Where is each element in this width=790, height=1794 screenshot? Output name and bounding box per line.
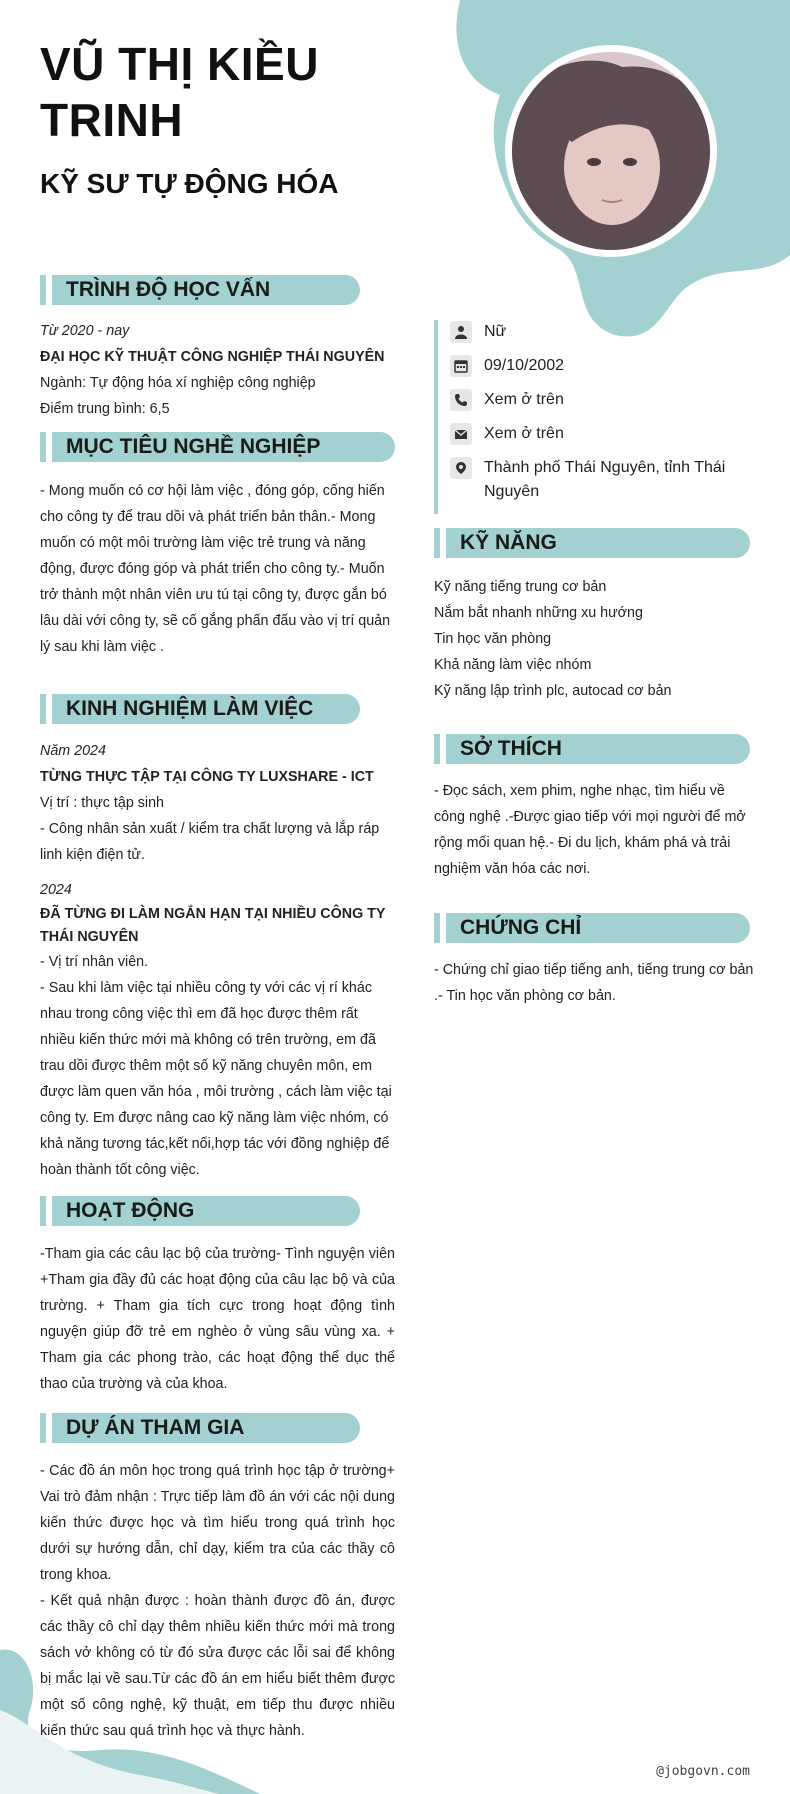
skill-item: Kỹ năng tiếng trung cơ bản bbox=[434, 579, 607, 595]
education-period: Từ 2020 - nay bbox=[40, 323, 130, 339]
experience-item-1 bbox=[40, 738, 395, 868]
contact-birthday bbox=[450, 354, 754, 378]
hobbies-heading bbox=[434, 734, 750, 764]
education-heading-label: TRÌNH ĐỘ HỌC VẤN bbox=[66, 278, 271, 301]
experience-period: 2024 bbox=[40, 882, 72, 898]
contact-phone bbox=[450, 388, 754, 412]
education-heading bbox=[40, 275, 360, 305]
experience-line: - Vị trí nhân viên. bbox=[40, 954, 149, 970]
experience-heading bbox=[40, 694, 360, 724]
experience-line: - Công nhân sản xuất / kiểm tra chất lượng và lắp ráp linh kiện điện tử. bbox=[40, 821, 380, 863]
skills-list bbox=[434, 574, 764, 704]
person-icon bbox=[450, 321, 472, 343]
education-block bbox=[40, 318, 395, 422]
education-school: ĐẠI HỌC KỸ THUẬT CÔNG NGHIỆP THÁI NGUYÊN bbox=[40, 349, 385, 365]
skills-heading-label: KỸ NĂNG bbox=[460, 531, 557, 554]
watermark: @jobgovn.com bbox=[656, 1764, 750, 1779]
full-name: VŨ THỊ KIỀU TRINH bbox=[40, 38, 319, 146]
phone-icon bbox=[450, 389, 472, 411]
avatar bbox=[512, 52, 710, 250]
experience-period: Năm 2024 bbox=[40, 743, 106, 759]
objective-heading-label: MỤC TIÊU NGHỀ NGHIỆP bbox=[66, 435, 321, 458]
location-icon bbox=[450, 457, 472, 479]
skills-heading bbox=[434, 528, 750, 558]
contact-value: Xem ở trên bbox=[484, 391, 564, 408]
hobbies-text: - Đọc sách, xem phim, nghe nhạc, tìm hiểu về công nghệ .-Được giao tiếp với mọi người để mở rộng mối quan hệ.- Đi du lịch, khám phá và trải nghiệm văn hóa các nơi. bbox=[434, 783, 746, 877]
experience-line: - Sau khi làm việc tại nhiều công ty với các vị rí khác nhau trong công việc thì em đã học được thêm rất nhiều kiến thức mới mà không có trên trường, em đã trau dồi được thêm một số kỹ năng chuyên môn, em được làm quen văn hóa , môi trường , cách làm việc tại công ty. Em được nâng cao kỹ năng làm việc nhóm, có khả năng tương tác,kết nối,hợp tác với đồng nghiệp để hoàn thành tốt công việc. bbox=[40, 980, 392, 1178]
contact-value: 09/10/2002 bbox=[484, 357, 565, 374]
projects-text bbox=[40, 1458, 395, 1744]
skill-item: Kỹ năng lập trình plc, autocad cơ bản bbox=[434, 683, 672, 699]
contact-gender bbox=[450, 320, 754, 344]
experience-line: Vị trí : thực tập sinh bbox=[40, 795, 164, 811]
calendar-icon bbox=[450, 355, 472, 377]
education-major: Ngành: Tự động hóa xí nghiệp công nghiệp bbox=[40, 375, 316, 391]
contact-list bbox=[434, 320, 754, 514]
mail-icon bbox=[450, 423, 472, 445]
hobbies-heading-label: SỞ THÍCH bbox=[460, 737, 562, 760]
certificates-text: - Chứng chỉ giao tiếp tiếng anh, tiếng trung cơ bản .- Tin học văn phòng cơ bản. bbox=[434, 962, 754, 1004]
certificates-heading-label: CHỨNG CHỈ bbox=[460, 916, 582, 939]
education-gpa: Điểm trung bình: 6,5 bbox=[40, 401, 170, 417]
activities-heading bbox=[40, 1196, 360, 1226]
experience-item-2 bbox=[40, 877, 395, 1183]
projects-paragraph: - Kết quả nhận được : hoàn thành được đồ án, được các thầy cô chỉ dạy thêm nhiều kiến thức mới mà trong sách vở không có từ đó sửa được các lỗi sai để không bị mắc lại về sau.Từ các đồ án em hiểu biết thêm được một số công nghệ, kỹ thuật, em tiếp thu được nhiều kiến thức sau quá trình học và thực hành. bbox=[40, 1593, 395, 1739]
contact-email bbox=[450, 422, 754, 446]
projects-heading bbox=[40, 1413, 360, 1443]
activities-text: -Tham gia các câu lạc bộ của trường- Tình nguyện viên +Tham gia đầy đủ các hoạt động của câu lạc bộ và của trường. + Tham gia tích cực trong hoạt động tình nguyện giúp đỡ trẻ em nghèo ở vùng sâu vùng xa. + Tham gia các phong trào, các hoạt động thể dục thể thao của trường và của khoa. bbox=[40, 1246, 395, 1392]
contact-value: Nữ bbox=[484, 323, 507, 340]
certificates-heading bbox=[434, 913, 750, 943]
avatar-frame bbox=[500, 40, 722, 262]
projects-paragraph: - Các đồ án môn học trong quá trình học tập ở trường+ Vai trò đảm nhận : Trực tiếp làm đồ án với các nội dung kiến thức được học và tìm hiểu trong quá trình học dưới sự hướng dẫn, chỉ dạy, kiểm tra của các thầy cô trong khoa. bbox=[40, 1463, 395, 1583]
activities-heading-label: HOẠT ĐỘNG bbox=[66, 1199, 195, 1222]
skill-item: Tin học văn phòng bbox=[434, 631, 552, 647]
skill-item: Nắm bắt nhanh những xu hướng bbox=[434, 605, 643, 621]
objective-heading bbox=[40, 432, 395, 462]
experience-title: TỪNG THỰC TẬP TẠI CÔNG TY LUXSHARE - ICT bbox=[40, 769, 374, 785]
contact-value: Thành phố Thái Nguyên, tỉnh Thái Nguyên bbox=[484, 459, 726, 500]
contact-address bbox=[450, 456, 754, 504]
experience-title: ĐÃ TỪNG ĐI LÀM NGẮN HẠN TẠI NHIỀU CÔNG TY THÁI NGUYÊN bbox=[40, 906, 386, 945]
experience-heading-label: KINH NGHIỆM LÀM VIỆC bbox=[66, 697, 314, 720]
objective-text: - Mong muốn có cơ hội làm việc , đóng góp, cống hiến cho công ty để trau dồi và phát triển bản thân.- Mong muốn có một môi trường làm việc trẻ trung và năng động, được đóng góp và phát triển cho công ty.- Muốn trở thành một nhân viên ưu tú tại công ty, được gắn bó lâu dài với công ty, sẽ cố gắng phấn đấu vào vị trí quản lý sau khi làm việc . bbox=[40, 483, 391, 655]
job-title: KỸ SƯ TỰ ĐỘNG HÓA bbox=[40, 168, 339, 199]
contact-value: Xem ở trên bbox=[484, 425, 564, 442]
skill-item: Khả năng làm việc nhóm bbox=[434, 657, 592, 673]
projects-heading-label: DỰ ÁN THAM GIA bbox=[66, 1416, 245, 1439]
